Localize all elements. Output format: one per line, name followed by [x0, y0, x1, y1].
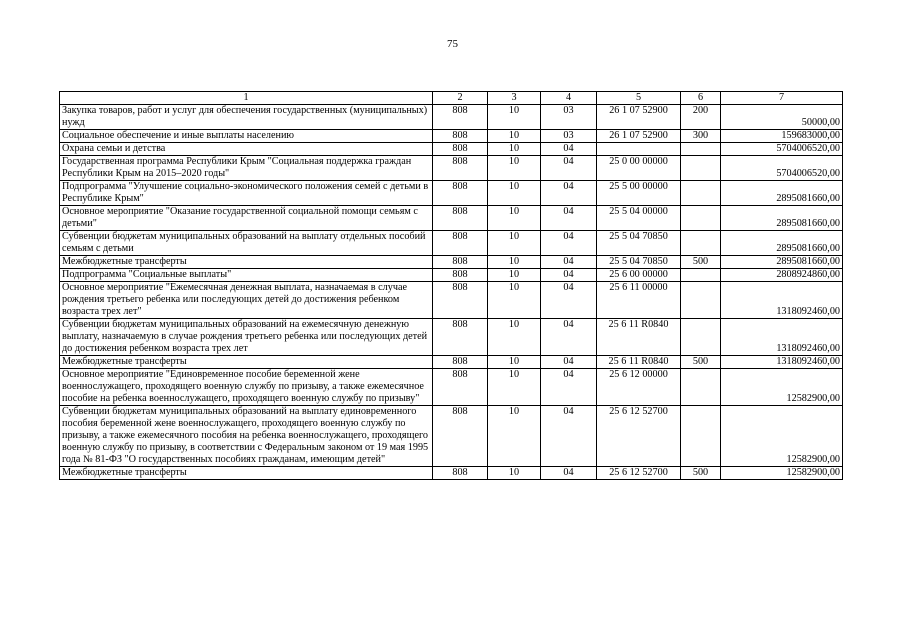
row-section: 10 — [488, 143, 541, 156]
row-subsection: 04 — [541, 467, 597, 480]
row-name: Субвенции бюджетам муниципальных образований на ежемесячную денежную выплату, назначаемую в случае рождения третьего ребенка или последующих детей до достижения ребенком возраста трех лет — [60, 319, 433, 356]
row-target-article: 25 5 04 70850 — [597, 256, 681, 269]
table-row — [60, 319, 843, 356]
row-name: Закупка товаров, работ и услуг для обеспечения государственных (муниципальных) нужд — [60, 105, 433, 130]
row-subsection: 04 — [541, 143, 597, 156]
header-row — [60, 92, 843, 105]
row-amount: 5704006520,00 — [721, 156, 843, 181]
row-section: 10 — [488, 256, 541, 269]
column-header: 6 — [681, 92, 721, 105]
table-row — [60, 105, 843, 130]
row-code-ministry: 808 — [433, 181, 488, 206]
row-subsection: 04 — [541, 282, 597, 319]
row-target-article: 25 6 11 R0840 — [597, 356, 681, 369]
row-name: Социальное обеспечение и иные выплаты населению — [60, 130, 433, 143]
row-expense-type — [681, 406, 721, 467]
table-row — [60, 406, 843, 467]
column-header: 4 — [541, 92, 597, 105]
row-expense-type — [681, 156, 721, 181]
row-section: 10 — [488, 130, 541, 143]
column-header: 2 — [433, 92, 488, 105]
row-code-ministry: 808 — [433, 256, 488, 269]
row-expense-type — [681, 206, 721, 231]
row-amount: 1318092460,00 — [721, 356, 843, 369]
row-code-ministry: 808 — [433, 356, 488, 369]
row-target-article: 25 5 00 00000 — [597, 181, 681, 206]
row-expense-type — [681, 143, 721, 156]
row-target-article: 25 6 12 00000 — [597, 369, 681, 406]
row-code-ministry: 808 — [433, 467, 488, 480]
row-code-ministry: 808 — [433, 105, 488, 130]
table-row — [60, 369, 843, 406]
table-row — [60, 181, 843, 206]
table-row — [60, 356, 843, 369]
row-amount: 1318092460,00 — [721, 319, 843, 356]
row-subsection: 03 — [541, 105, 597, 130]
table-row — [60, 231, 843, 256]
row-name: Межбюджетные трансферты — [60, 256, 433, 269]
row-code-ministry: 808 — [433, 143, 488, 156]
row-section: 10 — [488, 356, 541, 369]
row-subsection: 04 — [541, 256, 597, 269]
row-expense-type: 500 — [681, 467, 721, 480]
row-target-article: 25 6 11 R0840 — [597, 319, 681, 356]
row-amount: 2895081660,00 — [721, 256, 843, 269]
row-section: 10 — [488, 319, 541, 356]
row-subsection: 04 — [541, 181, 597, 206]
column-header: 7 — [721, 92, 843, 105]
row-target-article: 25 0 00 00000 — [597, 156, 681, 181]
row-expense-type — [681, 319, 721, 356]
budget-table — [59, 91, 843, 480]
row-name: Государственная программа Республики Крым "Социальная поддержка граждан Республики Крым на 2015–2020 годы" — [60, 156, 433, 181]
row-code-ministry: 808 — [433, 369, 488, 406]
column-header: 1 — [60, 92, 433, 105]
row-subsection: 04 — [541, 319, 597, 356]
row-subsection: 04 — [541, 206, 597, 231]
row-amount: 2895081660,00 — [721, 181, 843, 206]
row-target-article: 25 6 12 52700 — [597, 406, 681, 467]
page-number: 75 — [447, 38, 458, 50]
row-section: 10 — [488, 105, 541, 130]
row-name: Охрана семьи и детства — [60, 143, 433, 156]
row-name: Основное мероприятие "Оказание государственной социальной помощи семьям с детьми" — [60, 206, 433, 231]
row-section: 10 — [488, 269, 541, 282]
row-section: 10 — [488, 181, 541, 206]
row-amount: 12582900,00 — [721, 467, 843, 480]
row-subsection: 04 — [541, 369, 597, 406]
row-target-article — [597, 143, 681, 156]
row-amount: 2895081660,00 — [721, 231, 843, 256]
row-section: 10 — [488, 206, 541, 231]
row-expense-type: 500 — [681, 356, 721, 369]
table-row — [60, 269, 843, 282]
row-code-ministry: 808 — [433, 231, 488, 256]
row-section: 10 — [488, 467, 541, 480]
row-expense-type: 500 — [681, 256, 721, 269]
row-name: Подпрограмма "Социальные выплаты" — [60, 269, 433, 282]
row-expense-type — [681, 231, 721, 256]
row-code-ministry: 808 — [433, 156, 488, 181]
row-expense-type — [681, 369, 721, 406]
row-amount: 159683000,00 — [721, 130, 843, 143]
row-section: 10 — [488, 282, 541, 319]
row-subsection: 04 — [541, 156, 597, 181]
row-subsection: 04 — [541, 269, 597, 282]
row-amount: 50000,00 — [721, 105, 843, 130]
row-expense-type — [681, 269, 721, 282]
row-subsection: 04 — [541, 406, 597, 467]
table-row — [60, 467, 843, 480]
row-name: Подпрограмма "Улучшение социально-экономического положения семей с детьми в Республике Крым" — [60, 181, 433, 206]
table-row — [60, 282, 843, 319]
row-target-article: 25 5 04 70850 — [597, 231, 681, 256]
table-row — [60, 206, 843, 231]
row-target-article: 25 6 12 52700 — [597, 467, 681, 480]
row-expense-type: 300 — [681, 130, 721, 143]
row-amount: 2808924860,00 — [721, 269, 843, 282]
table-row — [60, 130, 843, 143]
row-code-ministry: 808 — [433, 282, 488, 319]
row-section: 10 — [488, 156, 541, 181]
row-code-ministry: 808 — [433, 206, 488, 231]
column-header: 3 — [488, 92, 541, 105]
row-code-ministry: 808 — [433, 269, 488, 282]
row-name: Межбюджетные трансферты — [60, 467, 433, 480]
row-target-article: 26 1 07 52900 — [597, 130, 681, 143]
row-code-ministry: 808 — [433, 319, 488, 356]
row-name: Субвенции бюджетам муниципальных образований на выплату единовременного пособия беременной жене военнослужащего, проходящего военную службу по призыву, а также ежемесячного пособия на ребенка военнослужащего, проходящего военную службу по призыву, в соответствии с Федеральным законом от 19 мая 1995 года № 81-ФЗ "О государственных пособиях гражданам, имеющим детей" — [60, 406, 433, 467]
row-expense-type: 200 — [681, 105, 721, 130]
row-target-article: 25 6 11 00000 — [597, 282, 681, 319]
row-amount: 1318092460,00 — [721, 282, 843, 319]
row-section: 10 — [488, 231, 541, 256]
row-expense-type — [681, 181, 721, 206]
row-section: 10 — [488, 369, 541, 406]
row-section: 10 — [488, 406, 541, 467]
row-name: Основное мероприятие "Ежемесячная денежная выплата, назначаемая в случае рождения третьего ребенка или последующих детей до достижения ребенком возраста трех лет" — [60, 282, 433, 319]
row-amount: 2895081660,00 — [721, 206, 843, 231]
row-subsection: 04 — [541, 231, 597, 256]
row-expense-type — [681, 282, 721, 319]
row-amount: 12582900,00 — [721, 369, 843, 406]
table-row — [60, 156, 843, 181]
row-name: Межбюджетные трансферты — [60, 356, 433, 369]
row-code-ministry: 808 — [433, 406, 488, 467]
row-target-article: 25 6 00 00000 — [597, 269, 681, 282]
row-code-ministry: 808 — [433, 130, 488, 143]
row-target-article: 25 5 04 00000 — [597, 206, 681, 231]
row-target-article: 26 1 07 52900 — [597, 105, 681, 130]
table-row — [60, 143, 843, 156]
row-name: Основное мероприятие "Единовременное пособие беременной жене военнослужащего, проходящего военную службу по призыву, а также ежемесячное пособие на ребенка военнослужащего, проходящего военную службу по призыву" — [60, 369, 433, 406]
row-subsection: 04 — [541, 356, 597, 369]
table-row — [60, 256, 843, 269]
row-amount: 5704006520,00 — [721, 143, 843, 156]
column-header: 5 — [597, 92, 681, 105]
row-amount: 12582900,00 — [721, 406, 843, 467]
row-subsection: 03 — [541, 130, 597, 143]
row-name: Субвенции бюджетам муниципальных образований на выплату отдельных пособий семьям с детьми — [60, 231, 433, 256]
